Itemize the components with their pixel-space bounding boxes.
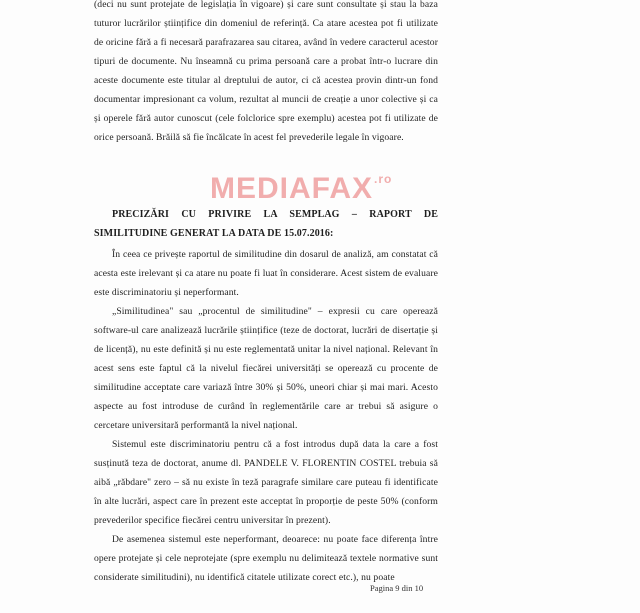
body-paragraphs xyxy=(94,245,438,587)
intro-paragraph: (deci nu sunt protejate de legislația în vigoare) și care sunt consultate și stau la baza tuturor lucrărilor științifice din domeniul de referință. Ca atare acestea pot fi utilizate de oricine fără a fi necesară parafrazarea sau citarea, având în vedere caracterul acestor tipuri de documente. Nu înseamnă cu prima persoană care a probat într-o lucrare din aceste documente este titular al dreptului de autor, ci că acestea provin dintr-un fond documentar impresionant ca volum, rezultat al muncii de creație a unor colective și ca și operele fără autor cunoscut (cele folclorice spre exemplu) acestea pot fi utilizate de orice persoană. Brăilă să fie încălcate în acest fel prevederile legale în vigoare. xyxy=(94,0,438,143)
mediafax-watermark xyxy=(210,172,392,206)
intro-paragraph-block xyxy=(94,0,438,147)
body-paragraph: De asemenea sistemul este neperformant, deoarece: nu poate face diferența între opere protejate și cele neprotejate (spre exemplu nu delimitează textele normative sunt considerate similitudini), nu identifică citatele utilizate corect etc.), nu poate xyxy=(94,534,438,583)
body-paragraph: Sistemul este discriminatoriu pentru că a fost introdus după data la care a fost susținută teza de doctorat, anume dl. PANDELE V. FLORENTIN COSTEL trebuia să aibă „răbdare" zero – să nu existe în teză paragrafe similare care puteau fi identificate în alte lucrări, aspect care în prezent este acceptat în proporție de peste 50% (conform prevederilor specifice fiecărei centru universitar în prezent). xyxy=(94,439,438,526)
body-paragraph: „Similitudinea" sau „procentul de similitudine" – expresii cu care operează software-ul care analizează lucrările științifice (teze de doctorat, lucrări de disertație și de licență), nu este definită și nu este reglementată unitar la nivel național. Relevant în acest sens este faptul că la nivelul fiecărei universități se operează cu procente de similitudine acceptate care variază între 30% și 50%, uneori chiar și mai mari. Acesto aspecte au fost introduse de curând în reglementările care ar trebui să asigure o cercetare universitară performantă la nivel național. xyxy=(94,306,438,431)
watermark-suffix: .ro xyxy=(374,172,393,186)
section-heading-block xyxy=(94,205,438,243)
watermark-text: MEDIAFAX xyxy=(210,172,374,205)
body-paragraph: În ceea ce privește raportul de similitudine din dosarul de analiză, am constatat că acesta este irelevant și ca atare nu poate fi luat în considerare. Acest sistem de evaluare este discriminatoriu și neperformant. xyxy=(94,249,438,298)
page-number-footer: Pagina 9 din 10 xyxy=(370,583,424,593)
section-heading: PRECIZĂRI CU PRIVIRE LA SEMPLAG – RAPORT DE SIMILITUDINE GENERAT LA DATA DE 15.07.2016: xyxy=(94,209,438,239)
